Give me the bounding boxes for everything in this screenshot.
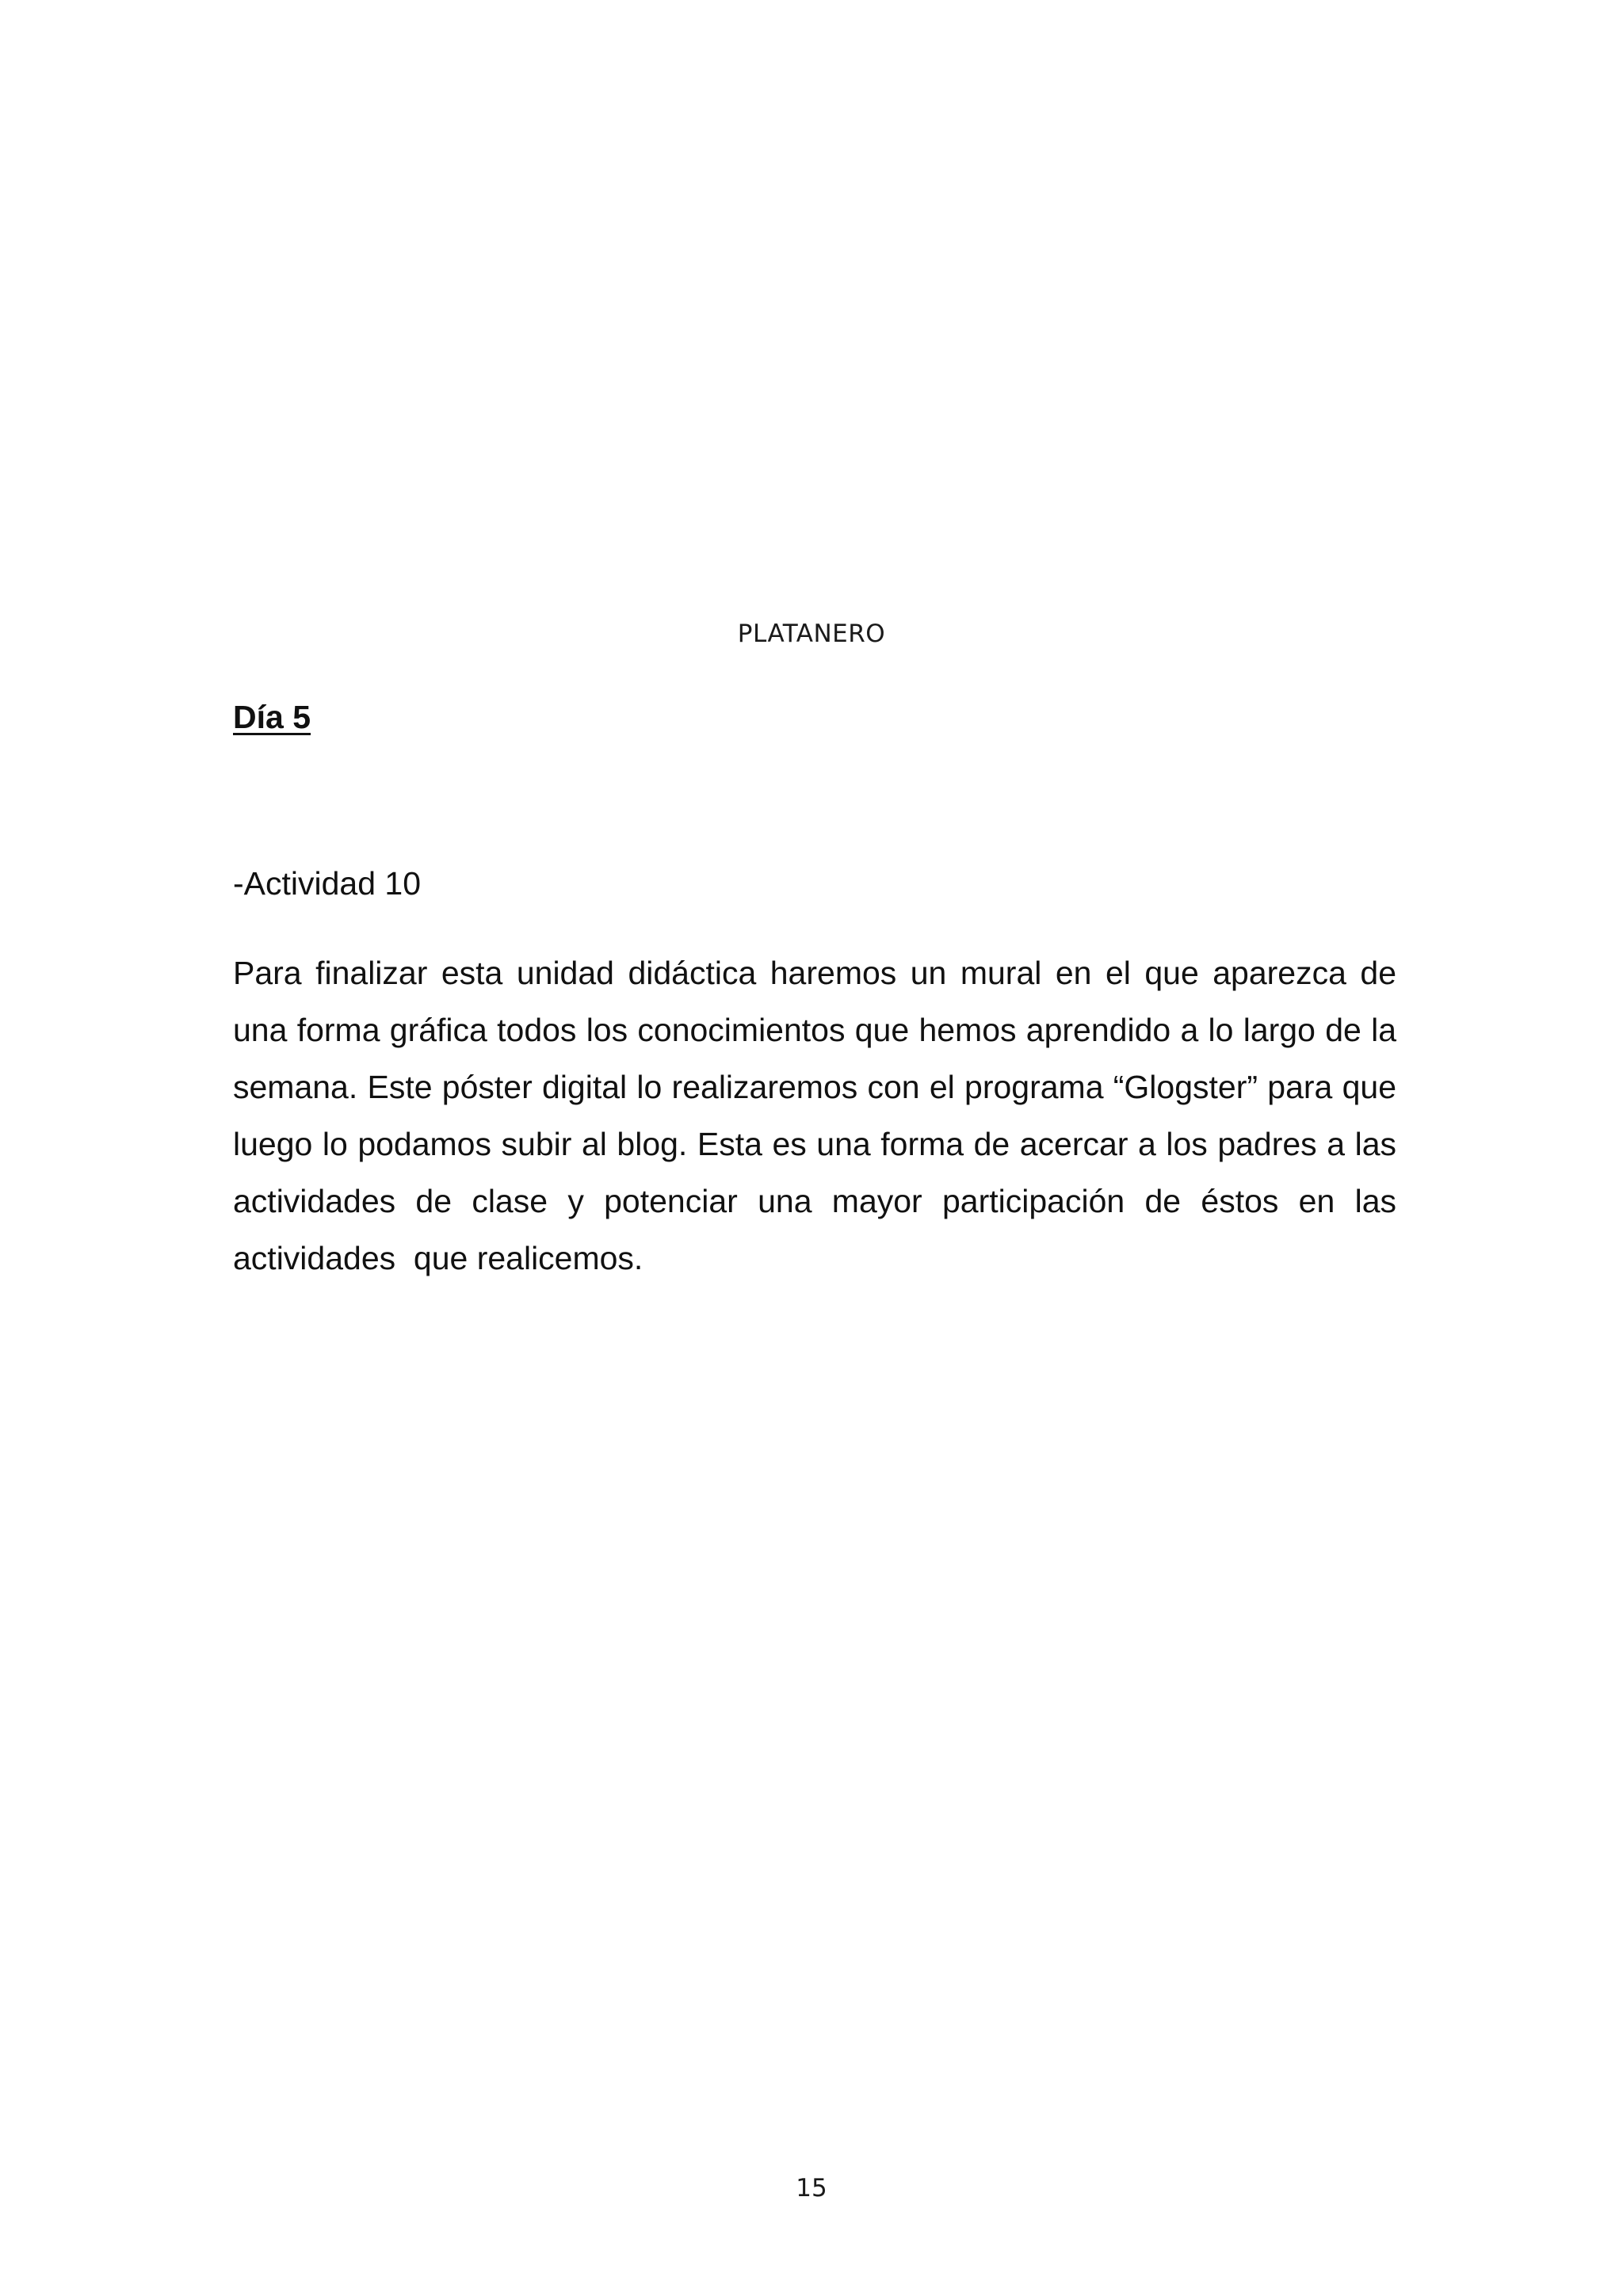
activity-label: -Actividad 10 [233,865,422,902]
page-number: 15 [796,2174,827,2203]
body-paragraph: Para finalizar esta unidad didáctica haremos un mural en el que aparezca de una forma gráfica todos los conocimientos que hemos aprendido a lo largo de la semana. Este póster digital lo realizaremos con el programa “Glogster” para que luego lo podamos subir al blog. Esta es una forma de acercar a los padres a las actividades de clase y potenciar una mayor participación de éstos en las actividades que realicemos. [233,955,1415,1276]
running-header: PLATANERO [737,620,886,648]
section-heading: Día 5 [233,699,311,735]
